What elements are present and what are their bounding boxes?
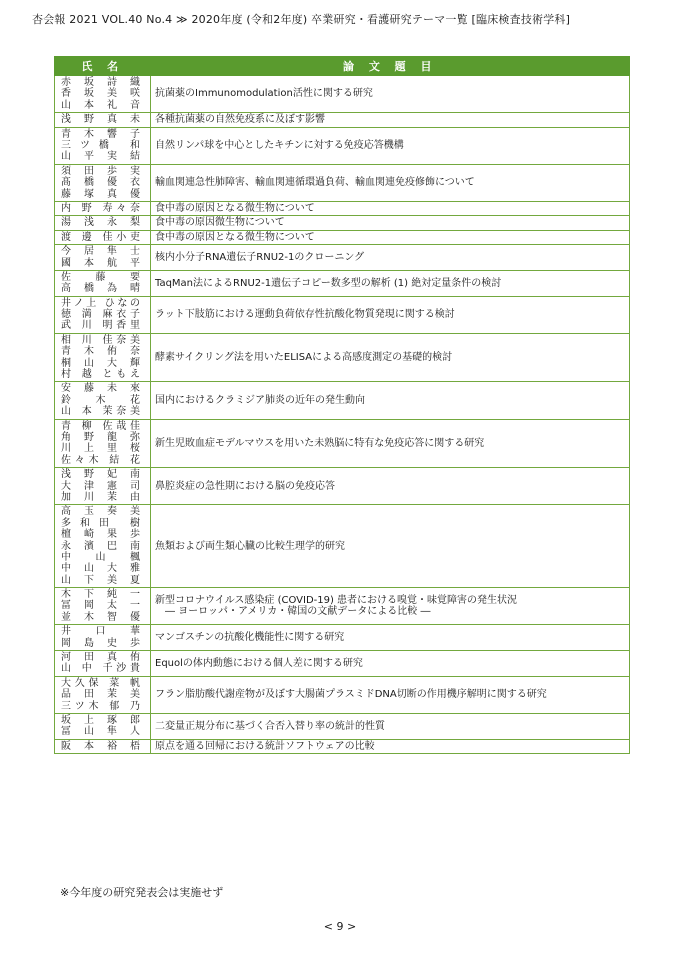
- student-name: 髙 橋 優 衣: [61, 177, 140, 189]
- student-names-cell: [55, 127, 151, 164]
- student-name: 佐 藤 要: [61, 271, 140, 283]
- student-names-cell: [55, 382, 151, 419]
- thesis-title: 輸血関連急性肺障害、輸血関連循環過負荷、輸血関連免疫修飾について: [155, 177, 475, 189]
- student-name: 冨 岡 太 一: [61, 600, 140, 612]
- student-name: 須 田 歩 実: [61, 165, 140, 177]
- student-name: 多和田 樹: [61, 517, 140, 529]
- student-name: 三ツ橋 和: [61, 139, 140, 151]
- student-name: 山 下 美 夏: [61, 574, 140, 586]
- table-row: [55, 230, 630, 244]
- page-header: 杏会報 2021 VOL.40 No.4 ≫ 2020年度 (令和2年度) 卒業研究・看護研究テーマ一覧 [臨床検査技術学科]: [32, 13, 571, 26]
- thesis-title-cell: [151, 76, 630, 113]
- thesis-title: 自然リンパ球を中心としたキチンに対する免疫応答機構: [155, 139, 404, 151]
- thesis-title-cell: [151, 651, 630, 677]
- thesis-title-cell: [151, 419, 630, 468]
- footnote: ※今年度の研究発表会は実施せず: [60, 886, 224, 899]
- thesis-title: 新生児敗血症モデルマウスを用いた未熟脳に特有な免疫応答に関する研究: [155, 437, 485, 449]
- thesis-title-cell: [151, 164, 630, 201]
- thesis-title-cell: [151, 739, 630, 753]
- student-name: 大 津 憲 司: [61, 480, 140, 492]
- student-name: 大久保 菜 帆: [61, 677, 140, 689]
- thesis-title: Equolの体内動態における個人差に関する研究: [155, 657, 363, 669]
- table-row: [55, 651, 630, 677]
- thesis-title: 食中毒の原因微生物について: [155, 217, 285, 229]
- thesis-title: 抗菌薬のImmunomodulation活性に関する研究: [155, 88, 373, 100]
- thesis-title-cell: [151, 245, 630, 271]
- student-name: 山 平 実 結: [61, 151, 140, 163]
- thesis-title: TaqMan法によるRNU2-1遺伝子コピー数多型の解析 (1) 絶対定量条件の検討: [155, 277, 502, 289]
- thesis-title-cell: [151, 382, 630, 419]
- table-row: [55, 201, 630, 215]
- thesis-title: ― ヨーロッパ・アメリカ・韓国の文献データによる比較 ―: [155, 606, 431, 618]
- student-names-cell: [55, 245, 151, 271]
- thesis-title-cell: [151, 201, 630, 215]
- student-name: 高 橋 為 晴: [61, 283, 140, 295]
- page-number: < 9 >: [323, 920, 357, 933]
- thesis-title: 各種抗菌薬の自然免疫系に及ぼす影響: [155, 114, 325, 126]
- table-row: [55, 419, 630, 468]
- table-row: [55, 713, 630, 739]
- thesis-title: 食中毒の原因となる微生物について: [155, 231, 315, 243]
- student-names-cell: [55, 739, 151, 753]
- student-name: 香 坂 美 咲: [61, 88, 140, 100]
- student-name: 赤 坂 詩 織: [61, 77, 140, 88]
- student-name: 鈴 木 花: [61, 394, 140, 406]
- student-names-cell: [55, 468, 151, 505]
- student-names-cell: [55, 230, 151, 244]
- thesis-title-cell: [151, 625, 630, 651]
- thesis-title-cell: [151, 296, 630, 333]
- table-row: [55, 164, 630, 201]
- table-row: [55, 76, 630, 113]
- table-row: [55, 113, 630, 127]
- thesis-title-cell: [151, 127, 630, 164]
- table-row: [55, 216, 630, 230]
- student-name: 佐々木 結 花: [61, 454, 140, 466]
- table-row: [55, 127, 630, 164]
- student-name: 三ツ木 郁 乃: [61, 700, 140, 712]
- table-row: [55, 588, 630, 625]
- thesis-title: 原点を通る回帰における統計ソフトウェアの比較: [155, 740, 375, 752]
- student-name: 山 本 礼 音: [61, 99, 140, 111]
- student-names-cell: [55, 625, 151, 651]
- student-name: 岡 島 史 歩: [61, 637, 140, 649]
- thesis-title-cell: [151, 713, 630, 739]
- thesis-title-cell: [151, 216, 630, 230]
- student-name: 中 山 大 雅: [61, 563, 140, 575]
- student-name: 青 木 侑 奈: [61, 346, 140, 358]
- student-name: 加 川 茉 由: [61, 491, 140, 503]
- thesis-title: ラット下肢筋における運動負荷依存性抗酸化物質発現に関する検討: [155, 309, 455, 321]
- thesis-title-cell: [151, 468, 630, 505]
- thesis-title: 核内小分子RNA遺伝子RNU2-1のクローニング: [155, 251, 365, 263]
- student-name: 國 本 航 平: [61, 257, 140, 269]
- thesis-title-cell: [151, 270, 630, 296]
- student-names-cell: [55, 164, 151, 201]
- student-name: 山 中 千沙貴: [61, 663, 140, 675]
- student-names-cell: [55, 216, 151, 230]
- student-name: 山 本 茉奈美: [61, 406, 140, 418]
- student-name: 相 川 佳奈美: [61, 334, 140, 346]
- student-name: 中 山 楓: [61, 551, 140, 563]
- student-names-cell: [55, 270, 151, 296]
- student-name: 湯 浅 永 梨: [61, 217, 140, 229]
- table-row: [55, 382, 630, 419]
- student-names-cell: [55, 505, 151, 588]
- table-row: [55, 505, 630, 588]
- student-name: 並 木 智 優: [61, 611, 140, 623]
- table-row: [55, 296, 630, 333]
- student-name: 浅 野 真 未: [61, 114, 140, 126]
- thesis-title: 二変量正規分布に基づく合否入替り率の統計的性質: [155, 720, 385, 732]
- student-name: 青 柳 佐哉佳: [61, 420, 140, 432]
- student-name: 角 野 龍 弥: [61, 432, 140, 443]
- student-name: 今 居 隼 士: [61, 246, 140, 258]
- student-name: 阪 本 裕 梧: [61, 740, 140, 752]
- table-row: [55, 270, 630, 296]
- student-names-cell: [55, 713, 151, 739]
- thesis-title-cell: [151, 230, 630, 244]
- thesis-title: 魚類および両生類心臓の比較生理学的研究: [155, 540, 345, 552]
- column-header-names: 氏 名: [55, 57, 151, 76]
- student-names-cell: [55, 676, 151, 713]
- student-name: 品 田 茉 美: [61, 689, 140, 701]
- thesis-title-cell: [151, 113, 630, 127]
- thesis-title: 鼻腔炎症の急性期における脳の免疫応答: [155, 480, 335, 492]
- table-row: [55, 468, 630, 505]
- table-header-row: [55, 57, 630, 76]
- student-name: 青 木 響 子: [61, 128, 140, 140]
- student-name: 渡 邊 佳小吏: [61, 231, 140, 243]
- student-name: 川 上 里 桜: [61, 443, 140, 455]
- student-name: 坂 上 琢 郎: [61, 714, 140, 726]
- thesis-title: マンゴスチンの抗酸化機能性に関する研究: [155, 631, 345, 643]
- thesis-title: 国内におけるクラミジア肺炎の近年の発生動向: [155, 394, 365, 406]
- thesis-title: 酵素サイクリング法を用いたELISAによる高感度測定の基礎的検討: [155, 351, 453, 363]
- thesis-title-cell: [151, 676, 630, 713]
- thesis-table: [54, 56, 630, 754]
- student-name: 安 藤 未 來: [61, 383, 140, 395]
- student-names-cell: [55, 76, 151, 113]
- student-names-cell: [55, 419, 151, 468]
- student-name: 内 野 寿々奈: [61, 202, 140, 214]
- student-name: 永 濱 巴 南: [61, 540, 140, 552]
- student-name: 高 玉 奏 美: [61, 506, 140, 518]
- thesis-title: フラン脂肪酸代謝産物が及ぼす大腸菌プラスミドDNA切断の作用機序解明に関する研究: [155, 689, 547, 701]
- student-name: 徳 満 麻衣子: [61, 309, 140, 321]
- column-header-title: 論 文 題 目: [151, 57, 630, 76]
- thesis-title-cell: [151, 333, 630, 382]
- student-name: 村 越 ともえ: [61, 369, 140, 381]
- student-name: 浅 野 妃 南: [61, 469, 140, 481]
- student-name: 井ノ上 ひなの: [61, 297, 140, 309]
- student-name: 藤 塚 真 優: [61, 188, 140, 200]
- thesis-title: 新型コロナウイルス感染症 (COVID-19) 患者における嗅覚・味覚障害の発生状況: [155, 594, 518, 606]
- student-name: 檀 崎 果 歩: [61, 529, 140, 541]
- student-names-cell: [55, 201, 151, 215]
- thesis-title-cell: [151, 588, 630, 625]
- student-name: 河 田 真 侑: [61, 652, 140, 664]
- student-names-cell: [55, 588, 151, 625]
- student-names-cell: [55, 333, 151, 382]
- student-name: 井 口 華: [61, 626, 140, 638]
- thesis-title: 食中毒の原因となる微生物について: [155, 202, 315, 214]
- student-names-cell: [55, 113, 151, 127]
- table-row: [55, 625, 630, 651]
- student-name: 木 下 純 一: [61, 589, 140, 601]
- student-name: 冨 山 隼 人: [61, 726, 140, 738]
- table-row: [55, 739, 630, 753]
- table-row: [55, 676, 630, 713]
- table-row: [55, 245, 630, 271]
- table-row: [55, 333, 630, 382]
- thesis-title-cell: [151, 505, 630, 588]
- student-name: 桐 山 大 輝: [61, 357, 140, 369]
- student-name: 武 川 明香里: [61, 320, 140, 332]
- student-names-cell: [55, 651, 151, 677]
- student-names-cell: [55, 296, 151, 333]
